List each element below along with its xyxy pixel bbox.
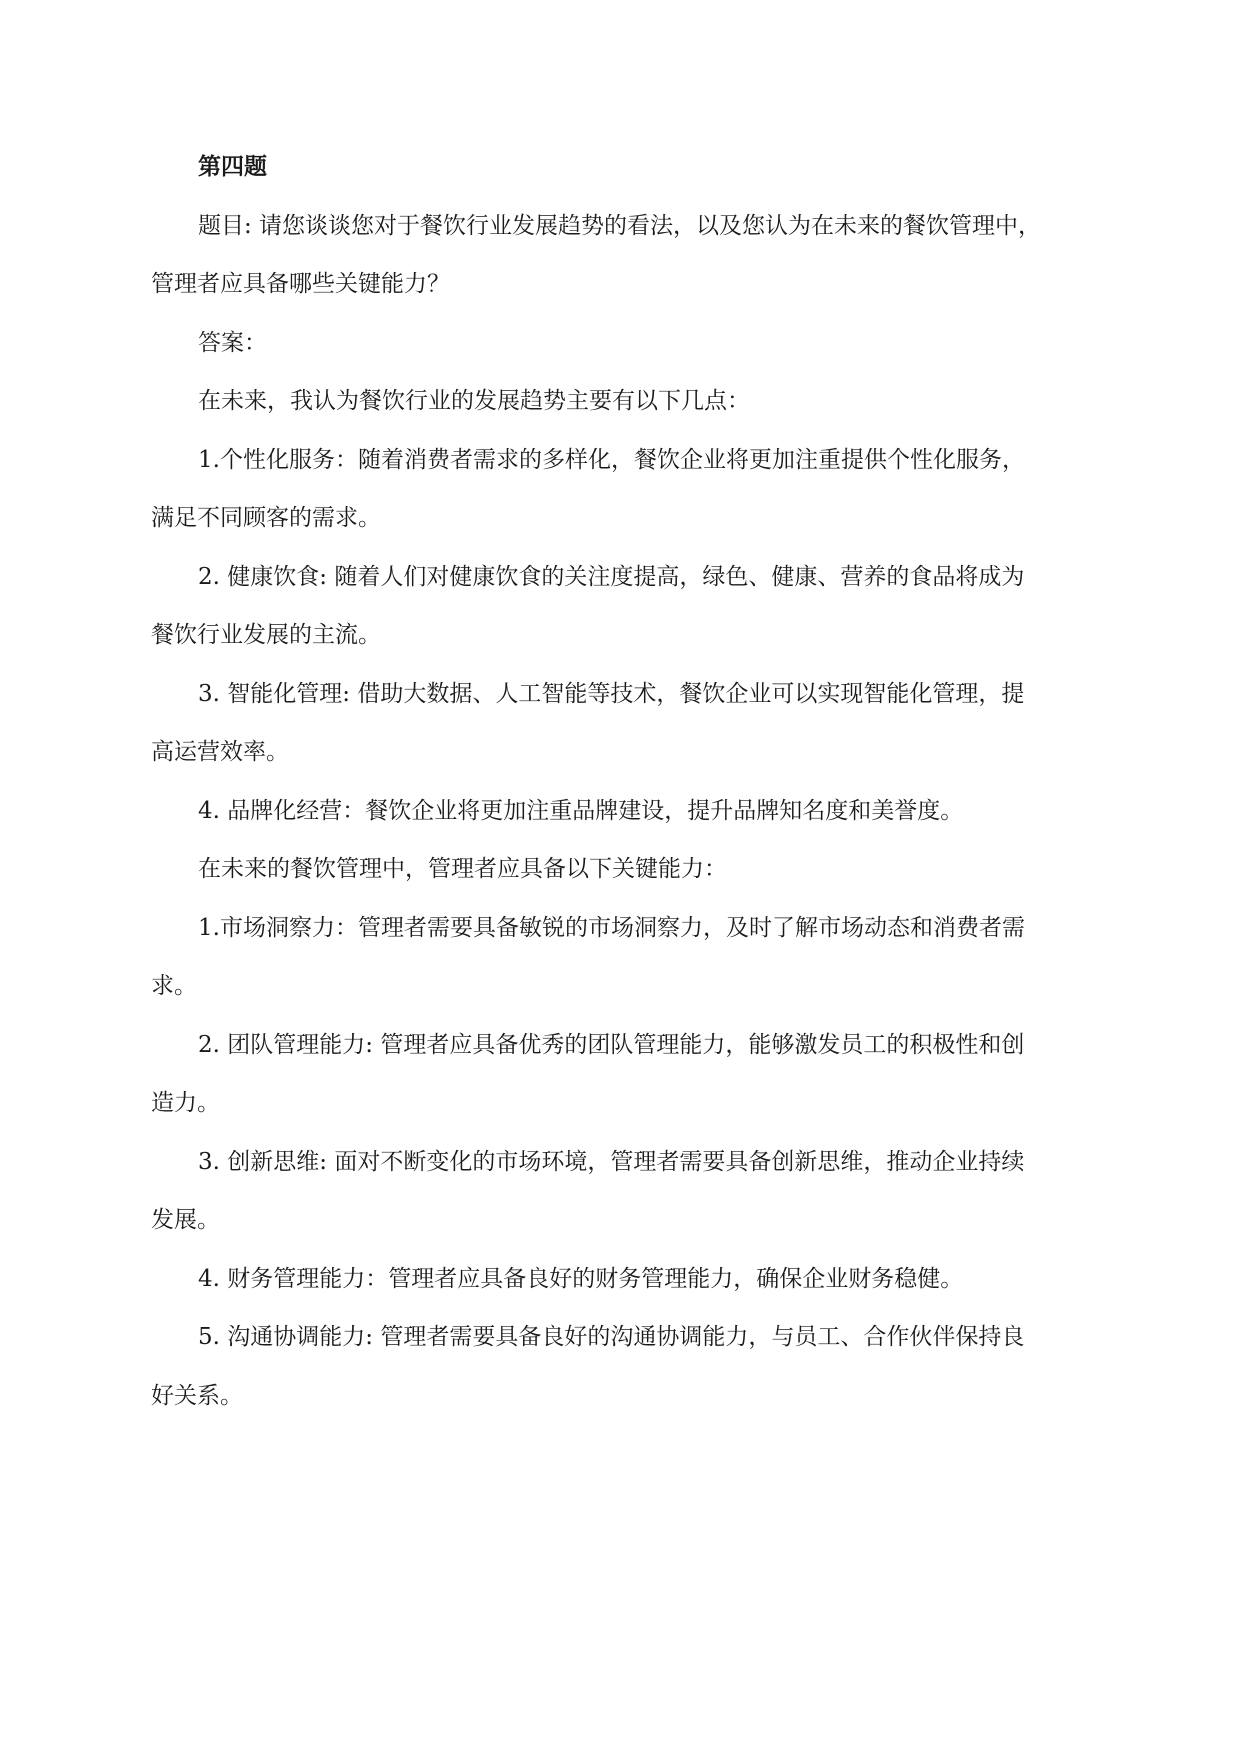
trend-1-line-2: 满足不同顾客的需求。 bbox=[151, 505, 381, 531]
question-text-line-2: 管理者应具备哪些关键能力？ bbox=[151, 271, 450, 297]
ability-3-line-1: 3. 创新思维: 面对不断变化的市场环境，管理者需要具备创新思维，推动企业持续 bbox=[198, 1149, 1025, 1175]
trend-3-line-2: 高运营效率。 bbox=[151, 739, 289, 765]
question-heading: 第四题 bbox=[198, 153, 267, 180]
question-text-line-1: 题目: 请您谈谈您对于餐饮行业发展趋势的看法，以及您认为在未来的餐饮管理中， bbox=[198, 213, 1042, 239]
trends-intro: 在未来，我认为餐饮行业的发展趋势主要有以下几点： bbox=[198, 388, 750, 414]
trend-3-line-1: 3. 智能化管理: 借助大数据、人工智能等技术，餐饮企业可以实现智能化管理，提 bbox=[198, 681, 1025, 707]
trend-1-line-1: 1.个性化服务：随着消费者需求的多样化，餐饮企业将更加注重提供个性化服务， bbox=[198, 447, 1025, 473]
trend-2-line-1: 2. 健康饮食: 随着人们对健康饮食的关注度提高，绿色、健康、营养的食品将成为 bbox=[198, 564, 1025, 590]
ability-4-line-1: 4. 财务管理能力：管理者应具备良好的财务管理能力，确保企业财务稳健。 bbox=[198, 1266, 964, 1292]
ability-2-line-2: 造力。 bbox=[151, 1090, 220, 1116]
ability-1-line-2: 求。 bbox=[151, 973, 197, 999]
ability-5-line-1: 5. 沟通协调能力: 管理者需要具备良好的沟通协调能力，与员工、合作伙伴保持良 bbox=[198, 1324, 1025, 1350]
trend-2-line-2: 餐饮行业发展的主流。 bbox=[151, 622, 381, 648]
answer-label: 答案： bbox=[198, 330, 267, 356]
trend-4-line-1: 4. 品牌化经营：餐饮企业将更加注重品牌建设，提升品牌知名度和美誉度。 bbox=[198, 798, 964, 824]
abilities-intro: 在未来的餐饮管理中，管理者应具备以下关键能力： bbox=[198, 856, 727, 882]
ability-3-line-2: 发展。 bbox=[151, 1207, 220, 1233]
ability-1-line-1: 1.市场洞察力：管理者需要具备敏锐的市场洞察力，及时了解市场动态和消费者需 bbox=[198, 915, 1025, 941]
ability-5-line-2: 好关系。 bbox=[151, 1383, 243, 1409]
ability-2-line-1: 2. 团队管理能力: 管理者应具备优秀的团队管理能力，能够激发员工的积极性和创 bbox=[198, 1032, 1025, 1058]
